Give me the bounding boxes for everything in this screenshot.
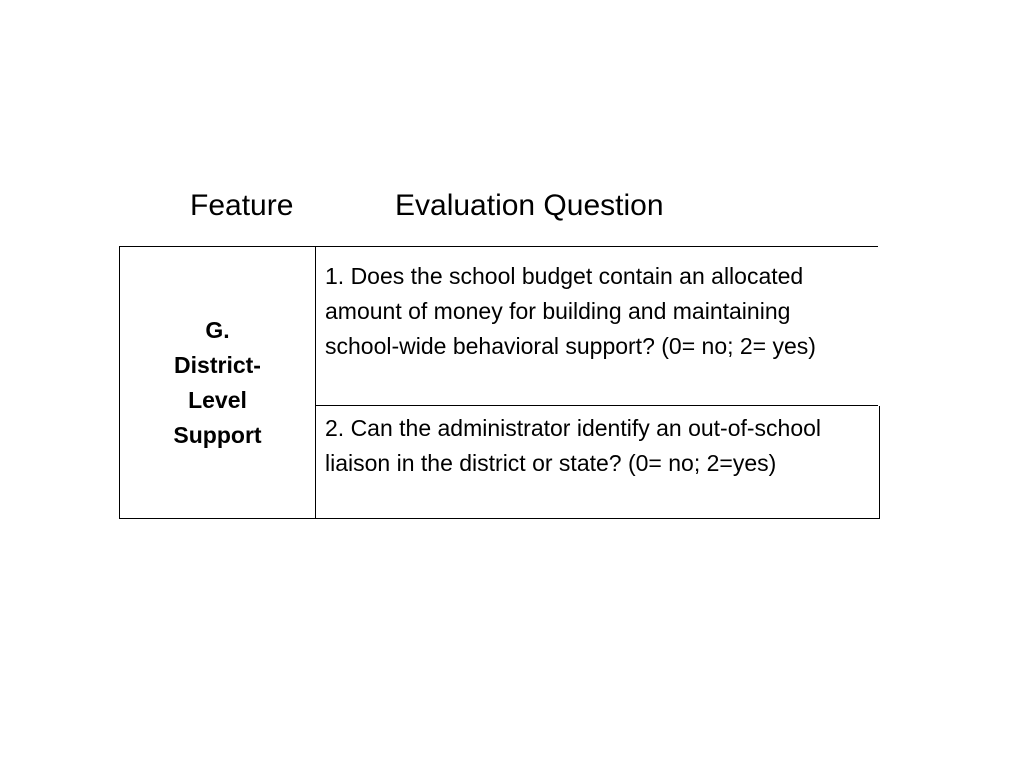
feature-cell [119, 246, 316, 519]
question-text-2: 2. Can the administrator identify an out-of-school liaison in the district or state? (0= no; 2=yes) [325, 415, 822, 476]
evaluation-table [119, 246, 880, 519]
question-cell-1 [315, 246, 878, 406]
feature-label: G. District- Level Support [173, 316, 262, 448]
question-text-1: 1. Does the school budget contain an allocated amount of money for building and maintaining school-wide behavioral support? (0= no; 2= yes) [325, 263, 816, 359]
question-cell-2 [315, 406, 880, 519]
feature-column-header: Feature [190, 189, 294, 222]
evaluation-question-column-header: Evaluation Question [395, 189, 664, 222]
